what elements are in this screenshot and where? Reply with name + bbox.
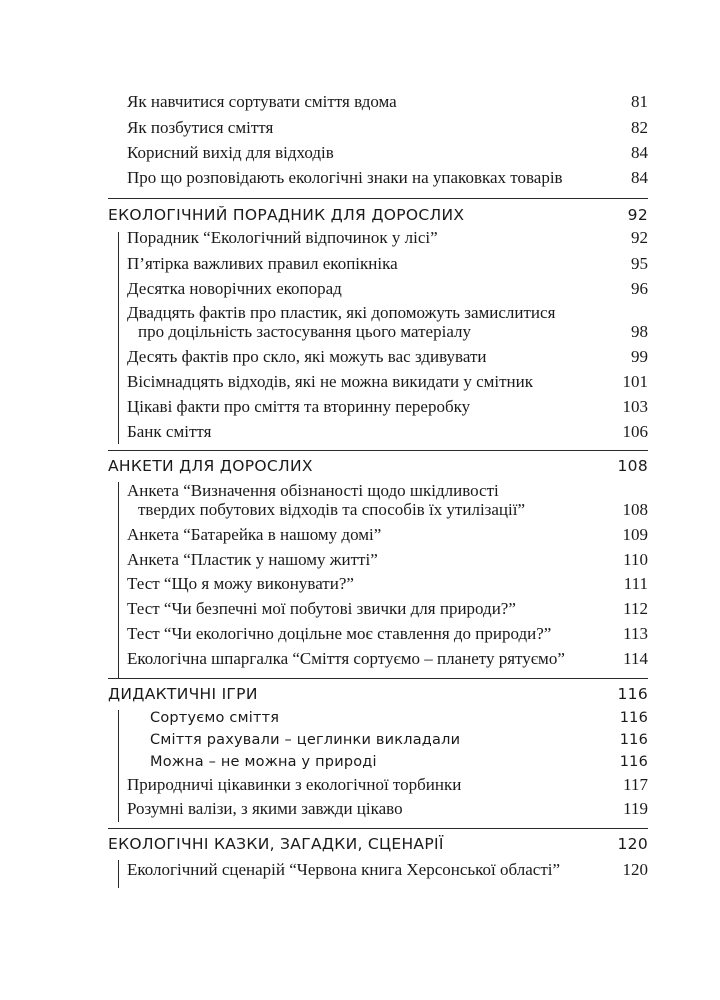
section-title: ДИДАКТИЧНІ ІГРИ xyxy=(108,685,258,703)
toc-entry-page: 111 xyxy=(623,574,648,593)
section-page: 116 xyxy=(617,685,648,703)
toc-entry-title: Десять фактів про скло, які можуть вас здивувати xyxy=(127,347,487,366)
toc-entry-page: 112 xyxy=(623,599,648,618)
toc-entry-title: Цікаві факти про сміття та вторинну переробку xyxy=(127,397,471,416)
toc-subentry-title: Можна – не можна у природі xyxy=(150,754,377,770)
toc-entry-title: Тест “Чи безпечні мої побутові звички для природи?” xyxy=(127,599,516,618)
toc-section-heading[interactable] xyxy=(0,457,720,481)
toc-subentry[interactable] xyxy=(0,710,720,734)
toc-entry-page: 117 xyxy=(623,775,648,794)
toc-section-heading[interactable] xyxy=(0,685,720,709)
toc-entry[interactable] xyxy=(0,347,720,371)
toc-entry[interactable] xyxy=(0,92,720,116)
toc-entry-page: 95 xyxy=(631,254,648,273)
section-title: ЕКОЛОГІЧНИЙ ПОРАДНИК ДЛЯ ДОРОСЛИХ xyxy=(108,206,465,224)
toc-entry[interactable] xyxy=(0,322,720,346)
toc-subentry-page: 116 xyxy=(619,732,648,748)
toc-entry-title-line2: твердих побутових відходів та способів їх утилізації” xyxy=(138,500,526,519)
toc-entry[interactable] xyxy=(0,500,720,524)
section-divider xyxy=(108,828,648,829)
toc-entry[interactable] xyxy=(0,574,720,598)
section-divider xyxy=(108,450,648,451)
toc-section-heading[interactable] xyxy=(0,206,720,230)
section-page: 120 xyxy=(617,835,648,853)
toc-entry-title: Екологічний сценарій “Червона книга Херсонської області” xyxy=(127,860,561,879)
toc-entry[interactable] xyxy=(0,143,720,167)
toc-entry-page: 82 xyxy=(631,118,648,137)
toc-entry-title: Анкета “Пластик у нашому житті” xyxy=(127,550,378,569)
toc-entry-title: П’ятірка важливих правил екопікніка xyxy=(127,254,398,273)
toc-entry-page: 84 xyxy=(631,168,648,187)
toc-entry[interactable] xyxy=(0,372,720,396)
toc-entry-page: 99 xyxy=(631,347,648,366)
toc-entry[interactable] xyxy=(0,279,720,303)
section-page: 92 xyxy=(627,206,648,224)
toc-entry-page: 103 xyxy=(622,397,648,416)
toc-entry-title: Анкета “Батарейка в нашому домі” xyxy=(127,525,382,544)
toc-entry-title: Як навчитися сортувати сміття вдома xyxy=(127,92,397,111)
toc-entry-page: 113 xyxy=(623,624,648,643)
toc-entry-page: 108 xyxy=(622,500,648,519)
toc-entry-title: Вісімнадцять відходів, які не можна викидати у смітник xyxy=(127,372,533,391)
toc-entry-title-line1: Двадцять фактів про пластик, які допоможуть замислитися xyxy=(127,303,556,322)
toc-subentry-title: Сортуємо сміття xyxy=(150,710,280,726)
toc-entry-page: 106 xyxy=(622,422,648,441)
toc-subentry-page: 116 xyxy=(619,754,648,770)
toc-entry-page: 98 xyxy=(631,322,648,341)
section-divider xyxy=(108,198,648,199)
toc-subentry[interactable] xyxy=(0,732,720,756)
toc-entry[interactable] xyxy=(0,422,720,446)
toc-entry-title: Банк сміття xyxy=(127,422,212,441)
toc-entry-page: 110 xyxy=(623,550,648,569)
section-page: 108 xyxy=(617,457,648,475)
toc-entry[interactable] xyxy=(0,649,720,673)
toc-entry[interactable] xyxy=(0,775,720,799)
toc-section-heading[interactable] xyxy=(0,835,720,859)
toc-entry-page: 114 xyxy=(623,649,648,668)
toc-entry-page: 109 xyxy=(622,525,648,544)
toc-entry[interactable] xyxy=(0,550,720,574)
toc-entry-title: Десятка новорічних екопорад xyxy=(127,279,342,298)
toc-entry-title-line1: Анкета “Визначення обізнаності щодо шкідливості xyxy=(127,481,499,500)
toc-entry-title: Корисний вихід для відходів xyxy=(127,143,334,162)
section-divider xyxy=(108,678,648,679)
toc-entry-title: Екологічна шпаргалка “Сміття сортуємо – планету рятуємо” xyxy=(127,649,565,668)
toc-entry[interactable] xyxy=(0,599,720,623)
toc-entry[interactable] xyxy=(0,118,720,142)
toc-entry[interactable] xyxy=(0,799,720,823)
toc-entry[interactable] xyxy=(0,254,720,278)
toc-entry-page: 84 xyxy=(631,143,648,162)
toc-entry-title: Тест “Що я можу виконувати?” xyxy=(127,574,354,593)
toc-entry[interactable] xyxy=(0,624,720,648)
toc-subentry-title: Сміття рахували – цеглинки викладали xyxy=(150,732,461,748)
toc-entry[interactable] xyxy=(0,525,720,549)
toc-entry-page: 119 xyxy=(623,799,648,818)
toc-entry-title: Про що розповідають екологічні знаки на упаковках товарів xyxy=(127,168,563,187)
toc-entry-title: Тест “Чи екологічно доцільне моє ставлення до природи?” xyxy=(127,624,552,643)
section-title: ЕКОЛОГІЧНІ КАЗКИ, ЗАГАДКИ, СЦЕНАРІЇ xyxy=(108,835,444,853)
toc-entry-title: Природничі цікавинки з екологічної торбинки xyxy=(127,775,462,794)
toc-entry-title-line2: про доцільність застосування цього матеріалу xyxy=(138,322,471,341)
toc-entry[interactable] xyxy=(0,228,720,252)
section-title: АНКЕТИ ДЛЯ ДОРОСЛИХ xyxy=(108,457,313,475)
toc-entry-page: 120 xyxy=(622,860,648,879)
toc-entry[interactable] xyxy=(0,397,720,421)
toc-entry-title: Порадник “Екологічний відпочинок у лісі” xyxy=(127,228,438,247)
toc-subentry-page: 116 xyxy=(619,710,648,726)
toc-entry-page: 96 xyxy=(631,279,648,298)
toc-entry[interactable] xyxy=(0,860,720,884)
toc-entry[interactable] xyxy=(0,168,720,192)
toc-entry-page: 81 xyxy=(631,92,648,111)
toc-entry-title: Як позбутися сміття xyxy=(127,118,274,137)
toc-entry-page: 101 xyxy=(622,372,648,391)
toc-entry-page: 92 xyxy=(631,228,648,247)
toc-entry-title: Розумні валізи, з якими завжди цікаво xyxy=(127,799,403,818)
